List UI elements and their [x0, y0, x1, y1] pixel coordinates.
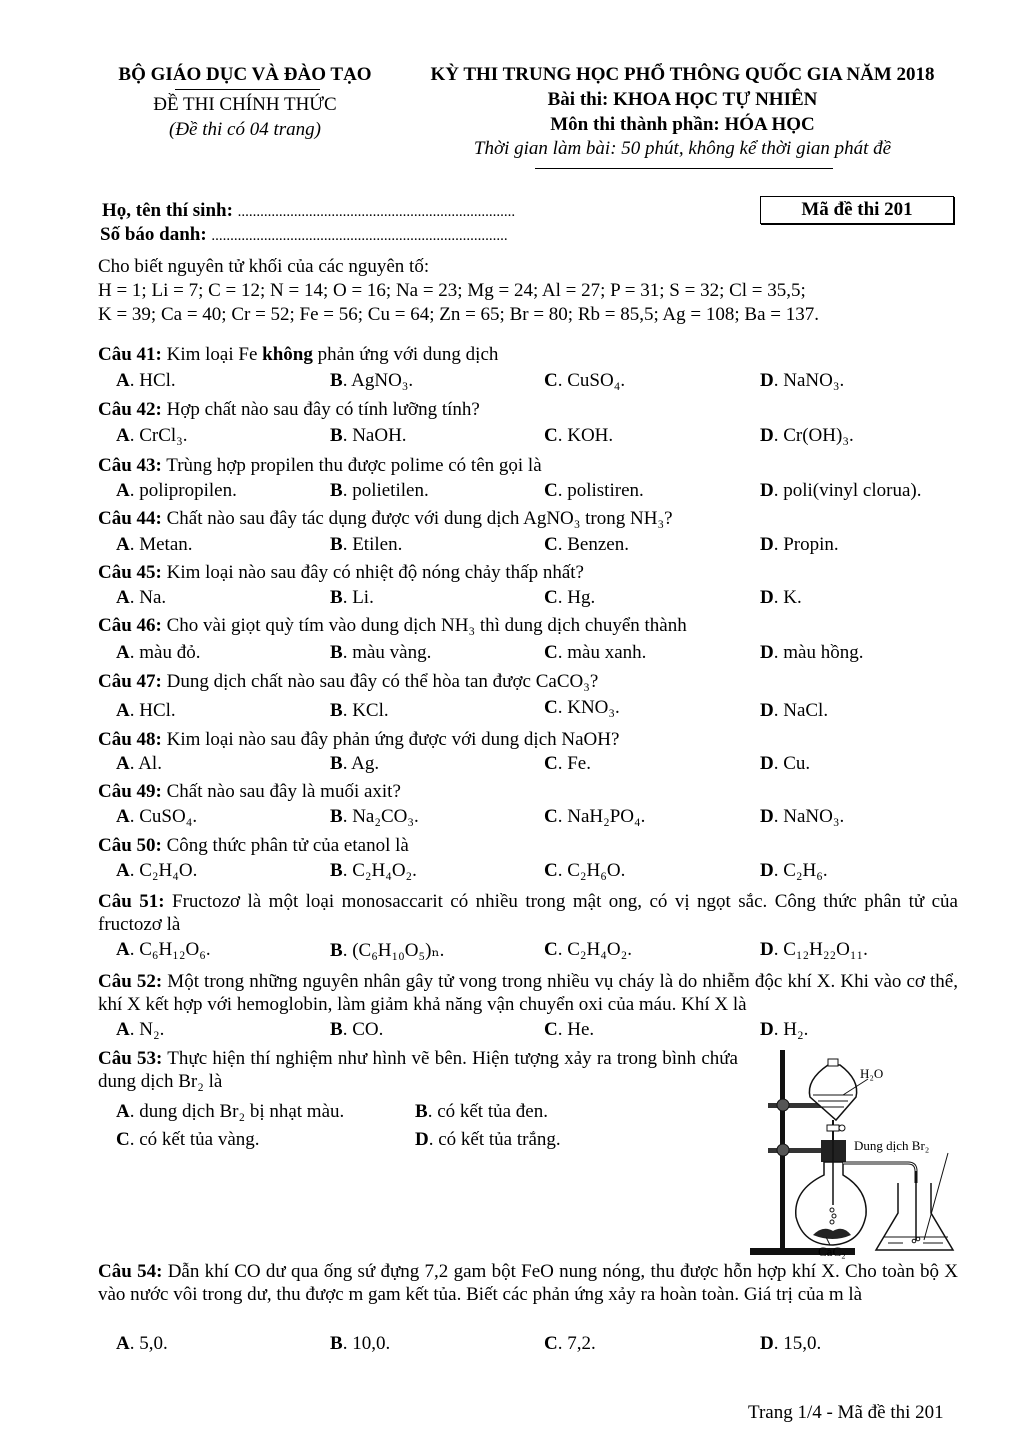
question-text: Fructozơ là một loại monosaccarit có nhiều trong mật ong, có vị ngọt sắc. Công thức phân tử của fructozơ là — [98, 891, 958, 935]
question-43-stem — [98, 455, 542, 477]
question-44-option-d[interactable]: D. Propin. — [760, 534, 839, 555]
question-number: Câu 47: — [98, 671, 162, 692]
option-letter: A — [116, 939, 130, 960]
option-letter: C — [544, 425, 558, 446]
separatory-funnel — [809, 1065, 856, 1120]
option-letter: D — [760, 425, 774, 446]
question-54-stem — [98, 1260, 958, 1306]
option-text: Cr(OH)₃. — [783, 425, 854, 446]
option-letter: C — [544, 587, 558, 608]
option-letter: B — [330, 587, 343, 608]
option-text: AgNO₃. — [351, 370, 414, 391]
question-49-stem — [98, 781, 401, 803]
option-text: C₂H₄O₂. — [352, 860, 417, 881]
option-text: Hg. — [567, 587, 596, 608]
question-text: Chất nào sau đây là muối axit? — [166, 781, 401, 802]
question-41-option-c[interactable]: C. CuSO₄. — [544, 370, 626, 391]
question-text: Dẫn khí CO dư qua ống sứ đựng 7,2 gam bột FeO nung nóng, thu được hỗn hợp khí X. Cho toàn bộ X vào nước vôi trong dư, thu được m gam kết tủa. Biết các phản ứng xảy ra hoàn toàn. Giá trị của m là — [98, 1261, 958, 1305]
option-letter: C — [544, 1019, 558, 1040]
option-text: NaNO₃. — [783, 806, 845, 827]
question-number: Câu 46: — [98, 615, 162, 636]
option-text: C₂H₆. — [783, 860, 828, 881]
question-51-option-c[interactable]: C. C₂H₄O₂. — [544, 939, 632, 960]
option-text: Propin. — [783, 534, 839, 555]
question-45-option-c[interactable]: C. Hg. — [544, 587, 596, 608]
atomic-mass-intro: Cho biết nguyên tử khối của các nguyên tố: — [98, 256, 430, 277]
question-46-option-b[interactable]: B. màu vàng. — [330, 642, 432, 663]
option-text: KOH. — [567, 425, 614, 446]
option-text: CuSO₄. — [139, 806, 198, 827]
question-47-option-c[interactable]: C. KNO₃. — [544, 697, 620, 718]
question-42-option-d[interactable]: D. Cr(OH)₃. — [760, 425, 854, 446]
option-text: Etilen. — [352, 534, 403, 555]
question-text: Công thức phân tử của etanol là — [166, 835, 409, 856]
question-45-option-b[interactable]: B. Li. — [330, 587, 374, 608]
page-count-note: (Đề thi có 04 trang) — [169, 119, 321, 140]
question-42-option-b[interactable]: B. NaOH. — [330, 425, 407, 446]
option-text: KCl. — [352, 700, 389, 721]
option-text: 7,2. — [567, 1333, 596, 1354]
question-number: Câu 54: — [98, 1261, 163, 1282]
option-letter: D — [415, 1129, 429, 1150]
option-text: poli(vinyl clorua). — [783, 480, 922, 501]
option-letter: A — [116, 587, 130, 608]
option-text: 5,0. — [139, 1333, 168, 1354]
option-letter: A — [116, 860, 130, 881]
question-number: Câu 53: — [98, 1048, 163, 1069]
option-text: Na₂CO₃. — [352, 806, 419, 827]
option-letter: C — [544, 697, 558, 718]
question-number: Câu 42: — [98, 399, 162, 420]
option-text: Na. — [139, 587, 167, 608]
question-52-stem — [98, 970, 958, 1016]
question-52-option-d[interactable]: D. H₂. — [760, 1019, 809, 1040]
question-text: Kim loại nào sau đây có nhiệt độ nóng chảy thấp nhất? — [166, 562, 584, 583]
question-43-option-c[interactable]: C. polistiren. — [544, 480, 644, 501]
question-text-emphasis: không — [262, 344, 313, 365]
option-letter: C — [544, 480, 558, 501]
option-letter: A — [116, 425, 130, 446]
option-text: có kết tủa vàng. — [139, 1129, 260, 1150]
question-number: Câu 45: — [98, 562, 162, 583]
question-number: Câu 52: — [98, 971, 163, 992]
option-text: polietilen. — [352, 480, 429, 501]
option-text: Benzen. — [567, 534, 629, 555]
question-text: Kim loại nào sau đây phản ứng được với dung dịch NaOH? — [166, 729, 620, 750]
question-48-option-c[interactable]: C. Fe. — [544, 753, 591, 774]
option-letter: B — [330, 370, 343, 391]
question-number: Câu 43: — [98, 455, 162, 476]
candidate-id-field[interactable] — [100, 224, 508, 246]
option-letter: B — [330, 1019, 343, 1040]
question-41-option-d[interactable]: D. NaNO₃. — [760, 370, 845, 391]
question-50-stem — [98, 835, 409, 857]
option-text: màu xanh. — [567, 642, 647, 663]
question-53-stem — [98, 1047, 738, 1093]
option-text: có kết tủa trắng. — [438, 1129, 561, 1150]
question-51-option-a[interactable]: A. C₆H₁₂O₆. — [116, 939, 211, 960]
option-text: CO. — [352, 1019, 384, 1040]
option-text: Metan. — [139, 534, 193, 555]
ministry-name: BỘ GIÁO DỤC VÀ ĐÀO TẠO — [118, 64, 372, 85]
option-letter: A — [116, 642, 130, 663]
option-letter: D — [760, 480, 774, 501]
option-text: Cu. — [783, 753, 811, 774]
exam-title: KỲ THI TRUNG HỌC PHỔ THÔNG QUỐC GIA NĂM 2018 — [430, 64, 935, 85]
question-44-option-a[interactable]: A. Metan. — [116, 534, 193, 555]
option-text: Ag. — [351, 753, 380, 774]
option-text: màu vàng. — [352, 642, 432, 663]
candidate-name-dots: .......................................................................... — [237, 204, 516, 220]
exam-code-box: Mã đề thi 201 — [760, 196, 954, 224]
option-letter: C — [544, 370, 558, 391]
option-text: C₁₂H₂₂O₁₁. — [783, 939, 868, 960]
option-text: 10,0. — [352, 1333, 391, 1354]
question-50-option-d[interactable]: D. C₂H₆. — [760, 860, 828, 881]
candidate-id-dots: ............................................................................... — [211, 228, 508, 244]
erlenmeyer-flask — [876, 1183, 953, 1250]
candidate-id-label: Số báo danh: — [100, 224, 207, 245]
question-54-option-a[interactable]: A. 5,0. — [116, 1333, 168, 1354]
option-letter: D — [760, 860, 774, 881]
question-48-option-d[interactable]: D. Cu. — [760, 753, 811, 774]
question-53-option-d[interactable]: D. có kết tủa trắng. — [415, 1129, 561, 1150]
question-49-option-a[interactable]: A. CuSO₄. — [116, 806, 198, 827]
question-46-stem — [98, 615, 687, 637]
option-text: polistiren. — [567, 480, 644, 501]
exam-component: Môn thi thành phần: HÓA HỌC — [550, 114, 815, 135]
exam-subject: Bài thi: KHOA HỌC TỰ NHIÊN — [547, 89, 818, 110]
option-text: N₂. — [139, 1019, 165, 1040]
question-43-option-b[interactable]: B. polietilen. — [330, 480, 429, 501]
option-text: Li. — [352, 587, 374, 608]
option-text: HCl. — [139, 370, 176, 391]
option-text: Al. — [138, 753, 162, 774]
question-number: Câu 51: — [98, 891, 165, 912]
question-text: Kim loại Fe — [166, 344, 258, 365]
question-41-option-a[interactable]: A. HCl. — [116, 370, 176, 391]
question-46-option-a[interactable]: A. màu đỏ. — [116, 642, 201, 663]
question-44-stem — [98, 508, 673, 530]
question-41-stem — [98, 344, 498, 366]
question-47-option-d[interactable]: D. NaCl. — [760, 700, 829, 721]
question-45-stem — [98, 562, 584, 584]
question-54-option-b[interactable]: B. 10,0. — [330, 1333, 391, 1354]
question-50-option-c[interactable]: C. C₂H₆O. — [544, 860, 626, 881]
option-text: CuSO₄. — [567, 370, 626, 391]
option-letter: A — [116, 753, 130, 774]
ministry-underline — [175, 89, 320, 90]
option-letter: A — [116, 534, 130, 555]
atomic-mass-line-1: H = 1; Li = 7; C = 12; N = 14; O = 16; Na = 23; Mg = 24; Al = 27; P = 31; S = 32; Cl = 35,5; — [98, 280, 806, 301]
question-text: Chất nào sau đây tác dụng được với dung dịch AgNO₃ trong NH₃? — [166, 508, 673, 529]
question-49-option-b[interactable]: B. Na₂CO₃. — [330, 806, 419, 827]
question-50-option-a[interactable]: A. C₂H₄O. — [116, 860, 198, 881]
option-text: H₂. — [783, 1019, 809, 1040]
question-53-option-b[interactable]: B. có kết tủa đen. — [415, 1101, 548, 1122]
question-50-option-b[interactable]: B. C₂H₄O₂. — [330, 860, 417, 881]
option-letter: C — [544, 753, 558, 774]
option-text: Fe. — [567, 753, 591, 774]
question-46-option-d[interactable]: D. màu hồng. — [760, 642, 864, 663]
option-letter: B — [330, 642, 343, 663]
calcium-carbide-label: CaC₂ — [818, 1244, 846, 1259]
option-letter: D — [760, 939, 774, 960]
exam-time: Thời gian làm bài: 50 phút, không kể thời gian phát đề — [473, 138, 892, 159]
question-number: Câu 44: — [98, 508, 162, 529]
question-47-option-b[interactable]: B. KCl. — [330, 700, 389, 721]
option-letter: B — [330, 940, 343, 961]
option-letter: D — [760, 806, 774, 827]
option-text: C₆H₁₂O₆. — [139, 939, 211, 960]
option-letter: B — [330, 806, 343, 827]
question-text: Dung dịch chất nào sau đây có thể hòa tan được CaCO₃? — [166, 671, 599, 692]
option-letter: A — [116, 1333, 130, 1354]
option-text: có kết tủa đen. — [437, 1101, 548, 1122]
question-53-option-a[interactable]: A. dung dịch Br₂ bị nhạt màu. — [116, 1101, 345, 1122]
question-text: Hợp chất nào sau đây có tính lưỡng tính? — [166, 399, 480, 420]
question-43-option-a[interactable]: A. polipropilen. — [116, 480, 237, 501]
option-text: HCl. — [139, 700, 176, 721]
option-letter: B — [330, 1333, 343, 1354]
question-48-stem — [98, 729, 619, 751]
option-text: dung dịch Br₂ bị nhạt màu. — [139, 1101, 345, 1122]
question-52-option-c[interactable]: C. He. — [544, 1019, 595, 1040]
option-text: CrCl₃. — [139, 425, 188, 446]
option-letter: A — [116, 806, 130, 827]
question-46-option-c[interactable]: C. màu xanh. — [544, 642, 647, 663]
option-letter: C — [116, 1129, 130, 1150]
option-letter: A — [116, 1019, 130, 1040]
option-letter: C — [544, 939, 558, 960]
question-text: phản ứng với dung dịch — [317, 344, 499, 365]
question-number: Câu 49: — [98, 781, 162, 802]
option-letter: B — [330, 753, 343, 774]
option-text: KNO₃. — [567, 697, 620, 718]
option-letter: D — [760, 1333, 774, 1354]
option-letter: A — [116, 370, 130, 391]
official-exam-label: ĐỀ THI CHÍNH THỨC — [153, 94, 337, 115]
option-text: (C₆H₁₀O₅)ₙ. — [352, 940, 445, 961]
option-text: NaNO₃. — [783, 370, 845, 391]
option-letter: D — [760, 753, 774, 774]
option-text: màu đỏ. — [139, 642, 201, 663]
question-52-option-a[interactable]: A. N₂. — [116, 1019, 165, 1040]
option-text: NaCl. — [783, 700, 829, 721]
option-letter: C — [544, 860, 558, 881]
option-text: màu hồng. — [783, 642, 864, 663]
question-43-option-d[interactable]: D. poli(vinyl clorua). — [760, 480, 922, 501]
question-51-option-b[interactable]: B. (C₆H₁₀O₅)ₙ. — [330, 940, 445, 961]
option-letter: B — [330, 860, 343, 881]
page-footer: Trang 1/4 - Mã đề thi 201 — [748, 1402, 944, 1423]
option-text: C₂H₄O. — [139, 860, 198, 881]
question-44-option-c[interactable]: C. Benzen. — [544, 534, 629, 555]
question-42-option-a[interactable]: A. CrCl₃. — [116, 425, 188, 446]
question-53-option-c[interactable]: C. có kết tủa vàng. — [116, 1129, 260, 1150]
question-42-stem — [98, 399, 480, 421]
option-letter: D — [760, 642, 774, 663]
option-letter: D — [760, 534, 774, 555]
option-text: NaH₂PO₄. — [567, 806, 646, 827]
question-45-option-d[interactable]: D. K. — [760, 587, 802, 608]
question-54-option-c[interactable]: C. 7,2. — [544, 1333, 596, 1354]
question-52-option-b[interactable]: B. CO. — [330, 1019, 384, 1040]
option-text: NaOH. — [352, 425, 407, 446]
atomic-mass-line-2: K = 39; Ca = 40; Cr = 52; Fe = 56; Cu = 64; Zn = 65; Br = 80; Rb = 85,5; Ag = 108; Ba = 137. — [98, 304, 819, 325]
option-letter: A — [116, 1101, 130, 1122]
question-49-option-d[interactable]: D. NaNO₃. — [760, 806, 845, 827]
bromine-solution-label: Dung dịch Br₂ — [854, 1138, 930, 1153]
option-letter: B — [330, 534, 343, 555]
question-number: Câu 50: — [98, 835, 162, 856]
option-letter: D — [760, 700, 774, 721]
option-letter: A — [116, 480, 130, 501]
question-text: Trùng hợp propilen thu được polime có tên gọi là — [166, 455, 542, 476]
question-51-stem — [98, 890, 958, 936]
option-text: 15,0. — [783, 1333, 822, 1354]
question-48-option-b[interactable]: B. Ag. — [330, 753, 380, 774]
question-47-option-a[interactable]: A. HCl. — [116, 700, 176, 721]
question-text: Thực hiện thí nghiệm như hình vẽ bên. Hiện tượng xảy ra trong bình chứa dung dịch Br₂ là — [98, 1048, 738, 1092]
option-letter: B — [415, 1101, 428, 1122]
question-51-option-d[interactable]: D. C₁₂H₂₂O₁₁. — [760, 939, 868, 960]
option-letter: A — [116, 700, 130, 721]
question-44-option-b[interactable]: B. Etilen. — [330, 534, 403, 555]
option-letter: B — [330, 425, 343, 446]
option-letter: B — [330, 700, 343, 721]
option-letter: B — [330, 480, 343, 501]
water-label: H₂O — [860, 1066, 884, 1081]
option-letter: C — [544, 1333, 558, 1354]
experiment-figure — [748, 1045, 963, 1260]
question-text: Một trong những nguyên nhân gây tử vong trong nhiều vụ cháy là do nhiễm độc khí X. Khi vào cơ thể, khí X kết hợp với hemoglobin, làm giảm khả năng vận chuyển oxi của máu. Khí X là — [98, 971, 958, 1015]
question-49-option-c[interactable]: C. NaH₂PO₄. — [544, 806, 646, 827]
option-letter: D — [760, 587, 774, 608]
question-number: Câu 48: — [98, 729, 162, 750]
question-54-option-d[interactable]: D. 15,0. — [760, 1333, 822, 1354]
question-47-stem — [98, 671, 598, 693]
header-underline — [535, 168, 833, 169]
question-48-option-a[interactable]: A. Al. — [116, 753, 162, 774]
option-letter: D — [760, 1019, 774, 1040]
candidate-name-field[interactable] — [102, 200, 515, 222]
option-text: C₂H₆O. — [567, 860, 626, 881]
option-text: polipropilen. — [139, 480, 237, 501]
apparatus-diagram — [748, 1045, 963, 1260]
question-41-option-b[interactable]: B. AgNO₃. — [330, 370, 414, 391]
option-text: He. — [567, 1019, 595, 1040]
candidate-name-label: Họ, tên thí sinh: — [102, 200, 233, 221]
option-letter: D — [760, 370, 774, 391]
option-letter: C — [544, 806, 558, 827]
question-text: Cho vài giọt quỳ tím vào dung dịch NH₃ thì dung dịch chuyển thành — [166, 615, 687, 636]
question-45-option-a[interactable]: A. Na. — [116, 587, 167, 608]
option-text: C₂H₄O₂. — [567, 939, 632, 960]
option-text: K. — [783, 587, 802, 608]
option-letter: C — [544, 534, 558, 555]
question-number: Câu 41: — [98, 344, 162, 365]
question-42-option-c[interactable]: C. KOH. — [544, 425, 614, 446]
option-letter: C — [544, 642, 558, 663]
